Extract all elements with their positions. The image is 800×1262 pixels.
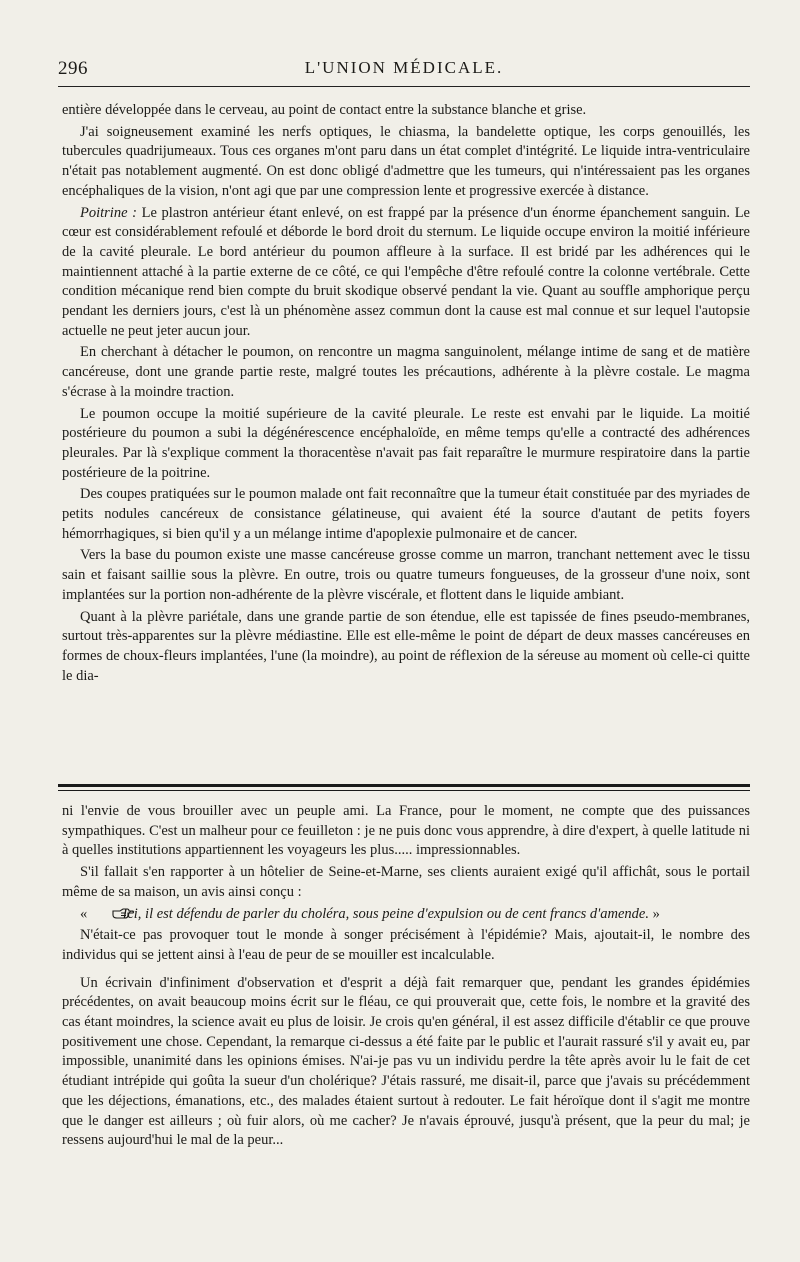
header-rule bbox=[58, 86, 750, 87]
article-paragraph: entière développée dans le cerveau, au point de contact entre la substance blanche et grise. bbox=[62, 102, 587, 118]
quote-open: « bbox=[80, 905, 88, 922]
section-label: Poitrine : bbox=[80, 204, 137, 221]
article-paragraph-poitrine bbox=[62, 204, 750, 342]
feuilleton-rule-thick bbox=[58, 784, 750, 787]
page-header bbox=[58, 58, 750, 84]
pointing-hand-icon bbox=[94, 906, 116, 917]
article-paragraph: J'ai soigneusement examiné les nerfs optiques, le chiasma, la bandelette optique, les corps genouillés, les tubercules quadrijumeaux. Tous ces organes m'ont paru dans un état complet d'intégrité. Le liquide intra-ventriculaire n'était pas notablement augmenté. On est donc obligé d'admettre que les tumeurs, qui n'intéressaient pas les organes encéphaliques de la vision, n'ont agi que par une compression lente et progressive exercée à distance. bbox=[62, 123, 750, 199]
notice-text: Ici, il est défendu de parler du choléra, sous peine d'expulsion ou de cent francs d'amende. bbox=[122, 905, 649, 922]
feuilleton-paragraph: N'était-ce pas provoquer tout le monde à songer précisément à l'épidémie? Mais, ajoutait-il, le nombre des individus qui se jettent ainsi à l'eau de peur de se mouiller est incalculable. bbox=[62, 927, 750, 963]
article-paragraph: Vers la base du poumon existe une masse cancéreuse grosse comme un marron, tranchant nettement avec le tissu sain et faisant saillie sous la plèvre. En outre, trois ou quatre tumeurs fongueuses, de la grosseur d'une noix, sont implantées sur la portion non-adhérente de la plèvre viscérale, et flottent dans le liquide ambiant. bbox=[62, 547, 750, 603]
notice-quote bbox=[62, 905, 750, 925]
feuilleton-paragraph: S'il fallait s'en rapporter à un hôtelier de Seine-et-Marne, ses clients auraient exigé qu'il affichât, sous le portail même de sa maison, un avis ainsi conçu : bbox=[62, 864, 750, 900]
quote-close: » bbox=[652, 905, 660, 922]
feuilleton-paragraph: ni l'envie de vous brouiller avec un peuple ami. La France, pour le moment, ne compte que des puissances sympathiques. C'est un malheur pour ce feuilleton : je ne puis donc vous apprendre, à dire d'expert, à quelle latitude ni à quelles institutions appartiennent les voyageurs les plus..... impressionnables. bbox=[62, 803, 750, 859]
article-paragraph: Quant à la plèvre pariétale, dans une grande partie de son étendue, elle est tapissée de fines pseudo-membranes, surtout très-apparentes sur la plèvre médiastine. Elle est elle-même le point de départ de deux masses cancéreuses en formes de choux-fleurs implantées, l'une (la moindre), au point de réflexion de la séreuse au moment où celle-ci quitte le dia- bbox=[62, 608, 750, 684]
article-paragraph: Des coupes pratiquées sur le poumon malade ont fait reconnaître que la tumeur était constituée par des myriades de petits nodules cancéreux de consistance gélatineuse, qui avaient été la source d'autant de petits foyers hémorrhagiques, si bien qu'il y a un mélange intime d'apoplexie pulmonaire et de cancer. bbox=[62, 486, 750, 542]
feuilleton-paragraph: Un écrivain d'infiniment d'observation et d'esprit a déjà fait remarquer que, pendant les grandes épidémies précédentes, on avait beaucoup moins écrit sur le fléau, ce qui prouverait que, cette fois, le nombre et la gravité des cas étant moindres, la science avait eu plus de loisir. Je crois qu'en général, il est assez difficile d'établir ce que prouve positivement une chose. Cependant, la remarque ci-dessus a été faite par le public et l'aurait rassuré s'il y avait eu, par impossible, unanimité dans les opinions émises. N'ai-je pas vu un individu perdre la tête après avoir lu le fait de cet étudiant intrépide qui goûta la sueur d'un cholérique? J'étais rassuré, me disait-il, parce que j'avais su précédemment que les déjections, émanations, etc., des malades étaient surtout à redouter. Le fait héroïque dont il s'agit me montre que le danger est ailleurs ; où fuir alors, où me cacher? Je n'avais éprouvé, jusqu'à présent, que la peur du mal; je ressens aujourd'hui le mal de la peur... bbox=[62, 974, 750, 1149]
feuilleton-rule-thin bbox=[58, 790, 750, 791]
page-number: 296 bbox=[58, 58, 88, 79]
feuilleton-body bbox=[62, 802, 750, 1252]
running-title: L'UNION MÉDICALE. bbox=[304, 58, 504, 77]
article-paragraph: En cherchant à détacher le poumon, on rencontre un magma sanguinolent, mélange intime de sang et de matière cancéreuse, dont une grande partie reste, malgré toutes les précautions, adhérente à la plèvre costale. Le magma s'écrase à la moindre traction. bbox=[62, 344, 750, 400]
article-text: Le plastron antérieur étant enlevé, on est frappé par la présence d'un énorme épanchement sanguin. Le cœur est considérablement refoulé et déborde le bord droit du sternum. Le liquide occupe environ la moitié inférieure de la cavité pleurale. Le bord antérieur du poumon affleure à la surface. Il est bridé par les adhérences qui le maintiennent attaché à la partie externe de ce côté, ce qui l'empêche d'être refoulé contre la colonne vertébrale. Cette condition mécanique rend bien compte du bruit skodique observé pendant la vie. Quant au souffle amphorique perçu pendant les derniers jours, c'est là un phénomène assez commun dont la cause est mal connue et sur lequel l'autopsie actuelle ne peut jeter aucun jour. bbox=[62, 204, 750, 339]
article-body bbox=[62, 101, 750, 773]
article-paragraph: Le poumon occupe la moitié supérieure de la cavité pleurale. Le reste est envahi par le liquide. La moitié postérieure du poumon a subi la dégénérescence encéphaloïde, en même temps qu'elle a contracté des adhérences pleurales. Par là s'explique comment la thoracentèse n'avait pas fait reparaître le murmure respiratoire dans la partie postérieure de la poitrine. bbox=[62, 405, 750, 481]
